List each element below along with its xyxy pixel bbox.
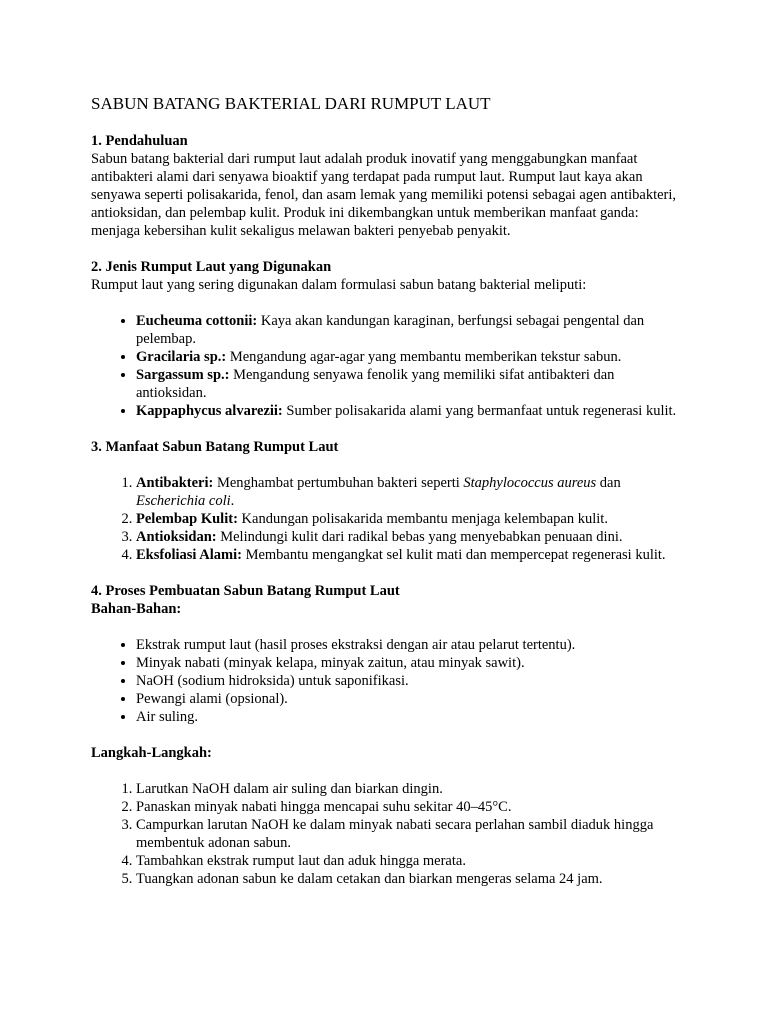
list-item-text: . [230, 493, 235, 509]
list-item: 4. Tambahkan ekstrak rumput laut dan aduk hingga merata. [136, 852, 678, 870]
list-item-term: Eucheuma cottonii: [136, 313, 258, 329]
list-item-text: Mengandung agar-agar yang membantu memberikan tekstur sabun. [226, 349, 622, 365]
list-item [136, 546, 678, 564]
list-item [136, 348, 678, 366]
bacteria-name: Escherichia coli [136, 493, 231, 509]
list-item: • Pewangi alami (opsional). [136, 690, 678, 708]
ingredients-heading: Bahan-Bahan: [91, 601, 182, 617]
benefits-list [91, 474, 678, 564]
list-item-term: Pelembap Kulit: [136, 511, 238, 527]
list-item: 2. Panaskan minyak nabati hingga mencapai suhu sekitar 40–45°C. [136, 798, 678, 816]
document-title: SABUN BATANG BAKTERIAL DARI RUMPUT LAUT [91, 94, 491, 113]
list-item [136, 402, 678, 420]
list-item-text: Melindungi kulit dari radikal bebas yang menyebabkan penuaan dini. [216, 529, 623, 545]
section-benefits [91, 438, 678, 564]
section-seaweed-types [91, 258, 678, 420]
introduction-paragraph: Sabun batang bakterial dari rumput laut adalah produk inovatif yang menggabungkan manfaat antibakteri alami dari senyawa bioaktif yang terdapat pada rumput laut. Rumput laut kaya akan senyawa seperti polisakarida, fenol, dan asam lemak yang memiliki potensi sebagai agen antibakteri, antioksidan, dan pelembap kulit. Produk ini dikembangkan untuk memberikan manfaat ganda: menjaga kebersihan kulit sekaligus melawan bakteri penyebab penyakit. [91, 151, 677, 239]
list-item [136, 366, 678, 402]
list-item: 1. Larutkan NaOH dalam air suling dan biarkan dingin. [136, 780, 678, 798]
list-item-text: dan [596, 475, 621, 491]
bacteria-name: Staphylococcus aureus [463, 475, 597, 491]
section-heading-benefits: 3. Manfaat Sabun Batang Rumput Laut [91, 439, 339, 455]
list-item: • Air suling. [136, 708, 678, 726]
list-item [136, 312, 678, 348]
list-item: • Ekstrak rumput laut (hasil proses ekstraksi dengan air atau pelarut tertentu). [136, 636, 678, 654]
steps-heading: Langkah-Langkah: [91, 745, 212, 761]
steps-list [91, 780, 678, 888]
section-introduction [91, 132, 678, 240]
list-item-term: Kappaphycus alvarezii: [136, 403, 283, 419]
list-item-text: Menghambat pertumbuhan bakteri seperti [213, 475, 464, 491]
list-item [136, 474, 678, 510]
ingredients-list [91, 636, 678, 726]
list-item-term: Eksfoliasi Alami: [136, 547, 242, 563]
list-item-term: Sargassum sp.: [136, 367, 230, 383]
list-item: 5. Tuangkan adonan sabun ke dalam cetakan dan biarkan mengeras selama 24 jam. [136, 870, 678, 888]
list-item-term: Gracilaria sp.: [136, 349, 227, 365]
list-item-term: Antioksidan: [136, 529, 217, 545]
list-item [136, 510, 678, 528]
list-item-text: Mengandung senyawa fenolik yang memiliki sifat antibakteri dan antioksidan. [136, 367, 615, 401]
list-item [136, 528, 678, 546]
list-item-text: Kandungan polisakarida membantu menjaga kelembapan kulit. [237, 511, 608, 527]
section-heading-introduction: 1. Pendahuluan [91, 133, 188, 149]
section-heading-seaweed-types: 2. Jenis Rumput Laut yang Digunakan [91, 259, 332, 275]
list-item: • Minyak nabati (minyak kelapa, minyak zaitun, atau minyak sawit). [136, 654, 678, 672]
list-item: 3. Campurkan larutan NaOH ke dalam minyak nabati secara perlahan sambil diaduk hingga membentuk adonan sabun. [136, 816, 678, 852]
list-item: • NaOH (sodium hidroksida) untuk saponifikasi. [136, 672, 678, 690]
list-item-text: Membantu mengangkat sel kulit mati dan mempercepat regenerasi kulit. [241, 547, 666, 563]
section-heading-process: 4. Proses Pembuatan Sabun Batang Rumput Laut [91, 583, 400, 599]
list-item-term: Antibakteri: [136, 475, 214, 491]
section-process [91, 582, 678, 888]
seaweed-types-list [91, 312, 678, 420]
list-item-text: Sumber polisakarida alami yang bermanfaat untuk regenerasi kulit. [282, 403, 677, 419]
seaweed-types-intro: Rumput laut yang sering digunakan dalam formulasi sabun batang bakterial meliputi: [91, 277, 587, 293]
list-item-text: Kaya akan kandungan karaginan, berfungsi sebagai pengental dan pelembap. [136, 313, 645, 347]
